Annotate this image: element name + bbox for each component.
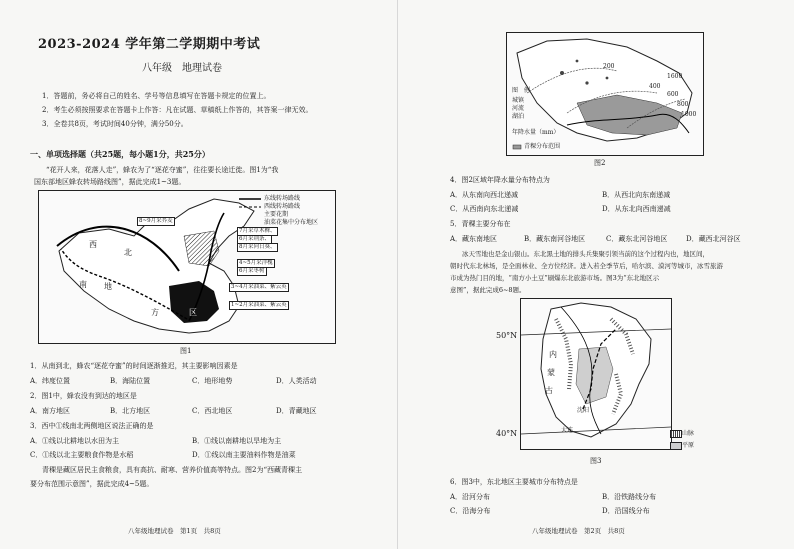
intro-line-7: 市成为热门目的地，“南方小土豆”刷爆东北旅游市场。图3为“东北地区示 bbox=[450, 274, 660, 282]
figure-1-caption: 图1 bbox=[180, 347, 192, 355]
section-heading: 一、单项选择题（共25题，每小题1分，共25分） bbox=[30, 149, 210, 159]
intro-line-8: 意图”，据此完成6~8题。 bbox=[450, 286, 526, 294]
q4-option-b[interactable]: B．从西北向东南递减 bbox=[602, 191, 671, 199]
figure-3-caption: 图3 bbox=[590, 457, 602, 465]
map-label-bei: 北 bbox=[124, 248, 132, 257]
place-dalian: 大连 bbox=[561, 427, 574, 434]
isohyet-label-1000: 1000 bbox=[681, 111, 697, 118]
q2-option-c[interactable]: C．西北地区 bbox=[192, 407, 233, 415]
q2-option-b[interactable]: B．北方地区 bbox=[110, 407, 151, 415]
intro-line-5: 冰天雪地也是金山银山。东北黑土地的排头兵集聚引领当前的这个过程内也，地区间， bbox=[462, 250, 709, 258]
isohyet-label-800: 800 bbox=[677, 101, 689, 108]
exam-subtitle: 八年级 地理试卷 bbox=[142, 63, 222, 74]
fig2-legend-title: 图 例 bbox=[512, 87, 531, 94]
q3-option-d[interactable]: D．①线以南主要油料作物是油菜 bbox=[192, 451, 296, 459]
fig2-legend-town: 城镇 bbox=[512, 97, 525, 104]
flower-box-3b: 6月采枣树 bbox=[239, 268, 265, 274]
q6-option-b[interactable]: B．沿铁路线分布 bbox=[602, 493, 657, 501]
flower-box-2b: 6月采荆条、 bbox=[239, 236, 270, 242]
q1-option-b[interactable]: B．海陆位置 bbox=[110, 377, 151, 385]
flower-box-5: 1~2月采油菜、紫云英 bbox=[231, 302, 287, 308]
isohyet-label-200: 200 bbox=[603, 63, 615, 70]
flower-box-3a: 4~5月采洋槐 bbox=[239, 260, 273, 266]
legend-flower: 主要花期 bbox=[264, 211, 289, 218]
q1-option-a[interactable]: A．纬度位置 bbox=[30, 377, 71, 385]
fig2-legend-river: 河流 bbox=[512, 105, 525, 112]
map-label-di: 地 bbox=[104, 282, 112, 291]
map-label-fang: 方 bbox=[151, 308, 159, 317]
fig2-legend-barley: 青稞分布范围 bbox=[524, 143, 561, 150]
place-nei: 内 bbox=[549, 350, 557, 359]
q2-option-d[interactable]: D．青藏地区 bbox=[276, 407, 317, 415]
page-2 bbox=[397, 0, 794, 549]
isohyet-label-400: 400 bbox=[649, 83, 661, 90]
map-label-qu: 区 bbox=[189, 308, 197, 317]
northeast-map-svg bbox=[521, 299, 671, 449]
flower-box-1: 8~9月采荞麦 bbox=[139, 218, 173, 224]
note-1: 1．答题前，务必将自己的姓名、学号等信息填写在答题卡规定的位置上。 bbox=[42, 92, 271, 100]
question-2: 2．图1中，蜂农没有到达的地区是 bbox=[30, 392, 137, 400]
note-3: 3．全卷共8页，考试时间40分钟，满分50分。 bbox=[42, 120, 188, 128]
q4-option-a[interactable]: A．从东南向西北递减 bbox=[450, 191, 519, 199]
question-6: 6．图3中，东北地区主要城市分布特点是 bbox=[450, 478, 578, 486]
china-map-svg bbox=[39, 191, 335, 343]
q5-option-a[interactable]: A．藏东南地区 bbox=[450, 235, 498, 243]
exam-title: 2023-2024 学年第二学期期中考试 bbox=[38, 37, 261, 52]
figure-2-map bbox=[506, 32, 704, 156]
fig2-legend-lake: 湖泊 bbox=[512, 113, 525, 120]
question-5: 5．青稞主要分布在 bbox=[450, 220, 511, 228]
fig3-legend-plain: 平原 bbox=[682, 442, 695, 449]
question-1: 1．从南到北，蜂农“逐花夺蜜”的时间逐渐推迟，其主要影响因素是 bbox=[30, 362, 238, 370]
flower-box-2a: 7月采草木樨、 bbox=[239, 228, 276, 234]
q3-option-b[interactable]: B．①线以南耕地以旱地为主 bbox=[192, 437, 282, 445]
flower-box-2c: 8月采向日葵、 bbox=[239, 244, 276, 250]
legend-swatch-plain bbox=[670, 442, 682, 450]
figure-1-map bbox=[38, 190, 336, 344]
figure-3-map bbox=[520, 298, 672, 450]
q4-option-c[interactable]: C．从西南向东北递减 bbox=[450, 205, 519, 213]
intro-line-2: 国东部地区蜂农转场路线图”，据此完成1~3题。 bbox=[34, 178, 186, 186]
q3-option-c[interactable]: C．①线以北主要粮食作物是水稻 bbox=[30, 451, 134, 459]
note-2: 2．考生必须按照要求在答题卡上作答：凡在试题、草稿纸上作答的，其答案一律无效。 bbox=[42, 106, 313, 114]
question-3: 3．西中①线南北两侧地区说法正确的是 bbox=[30, 422, 154, 430]
q6-option-c[interactable]: C．沿海分布 bbox=[450, 507, 491, 515]
legend-east: 东线转场路线 bbox=[264, 195, 301, 202]
q2-option-a[interactable]: A．南方地区 bbox=[30, 407, 71, 415]
lake-2 bbox=[585, 81, 588, 84]
q6-option-a[interactable]: A．沿河分布 bbox=[450, 493, 491, 501]
q1-option-d[interactable]: D．人类活动 bbox=[276, 377, 317, 385]
fig2-legend-rain: 年降水量（mm） bbox=[512, 129, 560, 136]
q4-option-d[interactable]: D．从东北向西南递减 bbox=[602, 205, 671, 213]
q5-option-b[interactable]: B．藏东南河谷地区 bbox=[524, 235, 586, 243]
intro-line-6: 朝时代东北林场，是全面林业、全方位经济。进入若全季节后，哈尔滨、漠河等城市，冰雪旅游 bbox=[450, 262, 723, 270]
isohyet-label-600: 600 bbox=[667, 91, 679, 98]
place-meng: 蒙 bbox=[547, 368, 555, 377]
legend-swatch-mountain bbox=[670, 430, 682, 438]
flower-box-4: 3~4月采油菜、紫云英 bbox=[231, 284, 287, 290]
map-label-xi: 西 bbox=[89, 240, 97, 249]
q3-option-a[interactable]: A．①线以北耕地以水田为主 bbox=[30, 437, 120, 445]
page-footer-1: 八年级地理试卷 第1页 共8页 bbox=[128, 527, 221, 535]
legend-rape: 油菜花集中分布地区 bbox=[264, 219, 319, 226]
place-shenyang: 沈阳 bbox=[577, 407, 590, 414]
page-footer-2: 八年级地理试卷 第2页 共8页 bbox=[532, 527, 625, 535]
lat-40: 40°N bbox=[496, 429, 518, 438]
q1-option-c[interactable]: C．地形地势 bbox=[192, 377, 233, 385]
legend-rect-barley bbox=[513, 145, 521, 149]
q6-option-d[interactable]: D．沿国线分布 bbox=[602, 507, 650, 515]
fig3-legend-mountain: 山脉 bbox=[682, 430, 695, 437]
lat-50: 50°N bbox=[496, 331, 518, 340]
figure-2-caption: 图2 bbox=[594, 159, 606, 167]
question-4: 4．图2区域年降水量分布特点为 bbox=[450, 176, 550, 184]
place-gu: 古 bbox=[545, 386, 553, 395]
intro-line-3: 青稞是藏区居民主食粮食，具有高抗、耐寒、营养价值高等特点。图2为“西藏青稞主 bbox=[42, 466, 303, 474]
intro-line-1: “花开人来，花落人走”，蜂农为了“逐花夺蜜”，往往要长途迁徙。图1为“我 bbox=[46, 166, 279, 174]
intro-line-4: 要分布范围示意图”，据此完成4~5题。 bbox=[30, 480, 154, 488]
q5-option-d[interactable]: D．藏西北河谷区 bbox=[686, 235, 741, 243]
lake-3 bbox=[606, 77, 609, 80]
isohyet-label-1600: 1600 bbox=[667, 73, 683, 80]
map-label-nan: 南 bbox=[79, 280, 87, 289]
legend-west: 西线转场路线 bbox=[264, 203, 301, 210]
q5-option-c[interactable]: C．藏东北河谷地区 bbox=[606, 235, 668, 243]
lake-1 bbox=[560, 71, 564, 75]
lake-4 bbox=[576, 60, 579, 63]
